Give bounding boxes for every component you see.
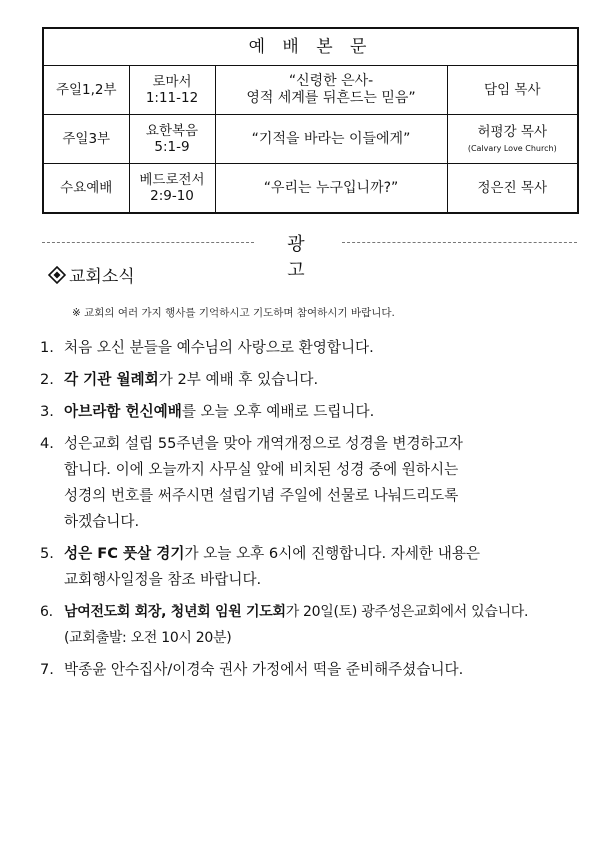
service-table-title: 예 배 본 문	[43, 28, 578, 66]
preacher-cell	[447, 164, 578, 214]
preacher-name: 담임 목사	[484, 81, 541, 98]
item-number: 4.	[40, 435, 54, 452]
item-number: 7.	[40, 661, 54, 678]
preacher-cell	[447, 115, 578, 164]
diamond-icon	[48, 266, 66, 284]
dashed-divider	[342, 242, 577, 243]
preacher-cell	[447, 66, 578, 115]
list-item	[40, 367, 570, 393]
item-text: 성은교회 설립 55주년을 맞아 개역개정으로 성경을 변경하고자 합니다. 이에 오늘까지 사무실 앞에 비치된 성경 중에 원하시는 성경의 번호를 써주시면 설립기념 주일에 선물로 나눠드리도록 하겠습니다.	[64, 435, 463, 530]
service-name: 수요예배	[43, 164, 129, 214]
item-text: 처음 오신 분들을 예수님의 사랑으로 환영합니다.	[64, 339, 374, 356]
item-bold-text: 각 기관 월례회	[64, 371, 159, 388]
announcement-list	[40, 335, 570, 689]
scripture-passage: 로마서 1:11-12	[129, 66, 215, 115]
item-number: 6.	[40, 604, 53, 620]
item-number: 1.	[40, 339, 54, 356]
item-bold-text: 남여전도회 회장, 청년회 임원 기도회	[64, 604, 286, 620]
scripture-passage: 요한복음 5:1-9	[129, 115, 215, 164]
item-number: 2.	[40, 371, 54, 388]
service-row	[43, 66, 578, 115]
list-item	[40, 431, 570, 535]
item-text: 가 오늘 오후 6시에 진행합니다. 자세한 내용은 교회행사일정을 참조 바랍니다.	[64, 545, 481, 588]
service-name: 주일3부	[43, 115, 129, 164]
section-title: 교회소식	[69, 267, 135, 287]
item-number: 3.	[40, 403, 54, 420]
preacher-name: 허평강 목사	[477, 124, 548, 141]
service-name: 주일1,2부	[43, 66, 129, 115]
scripture-passage: 베드로전서 2:9-10	[129, 164, 215, 214]
notice-text: ※ 교회의 여러 가지 행사를 기억하시고 기도하며 참여하시기 바랍니다.	[72, 307, 395, 319]
item-number: 5.	[40, 545, 54, 562]
preacher-name: 정은진 목사	[477, 179, 548, 196]
list-item	[40, 399, 570, 425]
sermon-title: “기적을 바라는 이들에게”	[215, 115, 447, 164]
service-table	[42, 27, 579, 214]
service-row	[43, 115, 578, 164]
item-bold-text: 아브라함 헌신예배	[64, 403, 182, 420]
list-item	[40, 599, 570, 651]
section-heading	[48, 262, 135, 287]
dashed-divider	[42, 242, 254, 243]
list-item	[40, 657, 570, 683]
sermon-title: “신령한 은사- 영적 세계를 뒤흔드는 믿음”	[215, 66, 447, 115]
item-text: 박종윤 안수집사/이경숙 권사 가정에서 떡을 준비해주셨습니다.	[64, 661, 464, 678]
item-text: 가 2부 예배 후 있습니다.	[158, 371, 319, 388]
announcements-title: 광 고	[287, 234, 319, 281]
item-text: 가 20일(토) 광주성은교회에서 있습니다. (교회출발: 오전 10시 20분)	[64, 604, 529, 646]
list-item	[40, 541, 570, 593]
item-bold-text: 성은 FC 풋살 경기	[64, 545, 185, 562]
item-text: 를 오늘 오후 예배로 드립니다.	[181, 403, 375, 420]
list-item	[40, 335, 570, 361]
service-row	[43, 164, 578, 214]
preacher-church: (Calvary Love Church)	[467, 144, 557, 154]
sermon-title: “우리는 누구입니까?”	[215, 164, 447, 214]
